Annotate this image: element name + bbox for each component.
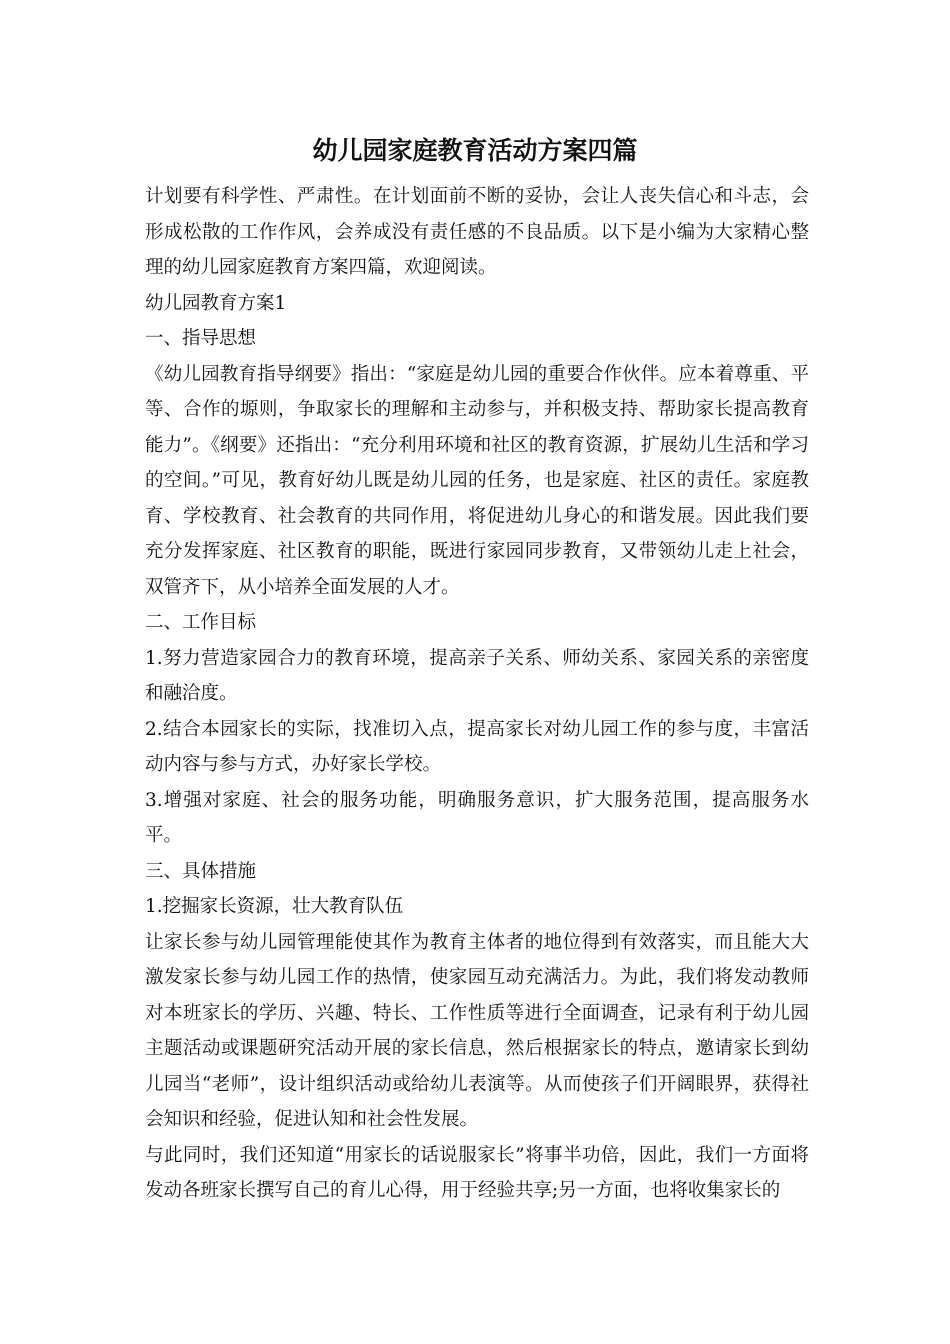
paragraph-goal-1: 1.努力营造家园合力的教育环境，提高亲子关系、师幼关系、家园关系的亲密度和融洽度。 (145, 647, 809, 704)
paragraph-intro: 计划要有科学性、严肃性。在计划面前不断的妥协，会让人丧失信心和斗志，会形成松散的工作作风，会养成没有责任感的不良品质。以下是小编为大家精心整理的幼儿园家庭教育方案四篇，欢迎阅读。 (145, 186, 809, 278)
subheading-measure-1: 1.挖掘家长资源，壮大教育队伍 (145, 896, 404, 917)
paragraph-guiding-ideology: 《幼儿园教育指导纲要》指出：“家庭是幼儿园的重要合作伙伴。应本着尊重、平等、合作的塬则，争取家长的理解和主动参与，并积极支持、帮助家长提高教育能力”。《纲要》还指出：“充分利用环境和社区的教育资源，扩展幼儿生活和学习的空间。”可见，教育好幼儿既是幼儿园的任务，也是家庭、社区的责任。家庭教育、学校教育、社会教育的共同作用，将促进幼儿身心的和谐发展。因此我们要充分发挥家庭、社区教育的职能，既进行家园同步教育，又带领幼儿走上社会，双管齐下，从小培养全面发展的人才。 (145, 363, 809, 598)
section-heading-guiding-ideology: 一、指导思想 (145, 328, 257, 349)
paragraph-plan-heading: 幼儿园教育方案1 (145, 292, 287, 314)
section-heading-work-goals: 二、工作目标 (145, 612, 257, 633)
paragraph-measure-1: 让家长参与幼儿园管理能使其作为教育主体者的地位得到有效落实，而且能大大激发家长参与幼儿园工作的热情，使家园互动充满活力。为此，我们将发动教师对本班家长的学历、兴趣、特长、工作性质等进行全面调查，记录有利于幼儿园主题活动或课题研究活动开展的家长信息，然后根据家长的特点，邀请家长到幼儿园当“老师”，设计组织活动或给幼儿表演等。从而使孩子们开阔眼界，获得社会知识和经验，促进认知和社会性发展。 (145, 931, 809, 1130)
section-heading-measures: 三、具体措施 (145, 860, 257, 882)
document-title: 幼儿园家庭教育活动方案四篇 (312, 136, 638, 165)
document-body (145, 179, 809, 1209)
paragraph-goal-3: 3.增强对家庭、社会的服务功能，明确服务意识，扩大服务范围，提高服务水平。 (145, 789, 809, 846)
paragraph-measure-1-continued: 与此同时，我们还知道“用家长的话说服家长”将事半功倍，因此，我们一方面将发动各班家长撰写自己的育儿心得，用于经验共享;另一方面，也将收集家长的 (145, 1144, 809, 1201)
paragraph-goal-2: 2.结合本园家长的实际，找准切入点，提高家长对幼儿园工作的参与度，丰富活动内容与参与方式，办好家长学校。 (145, 718, 809, 775)
